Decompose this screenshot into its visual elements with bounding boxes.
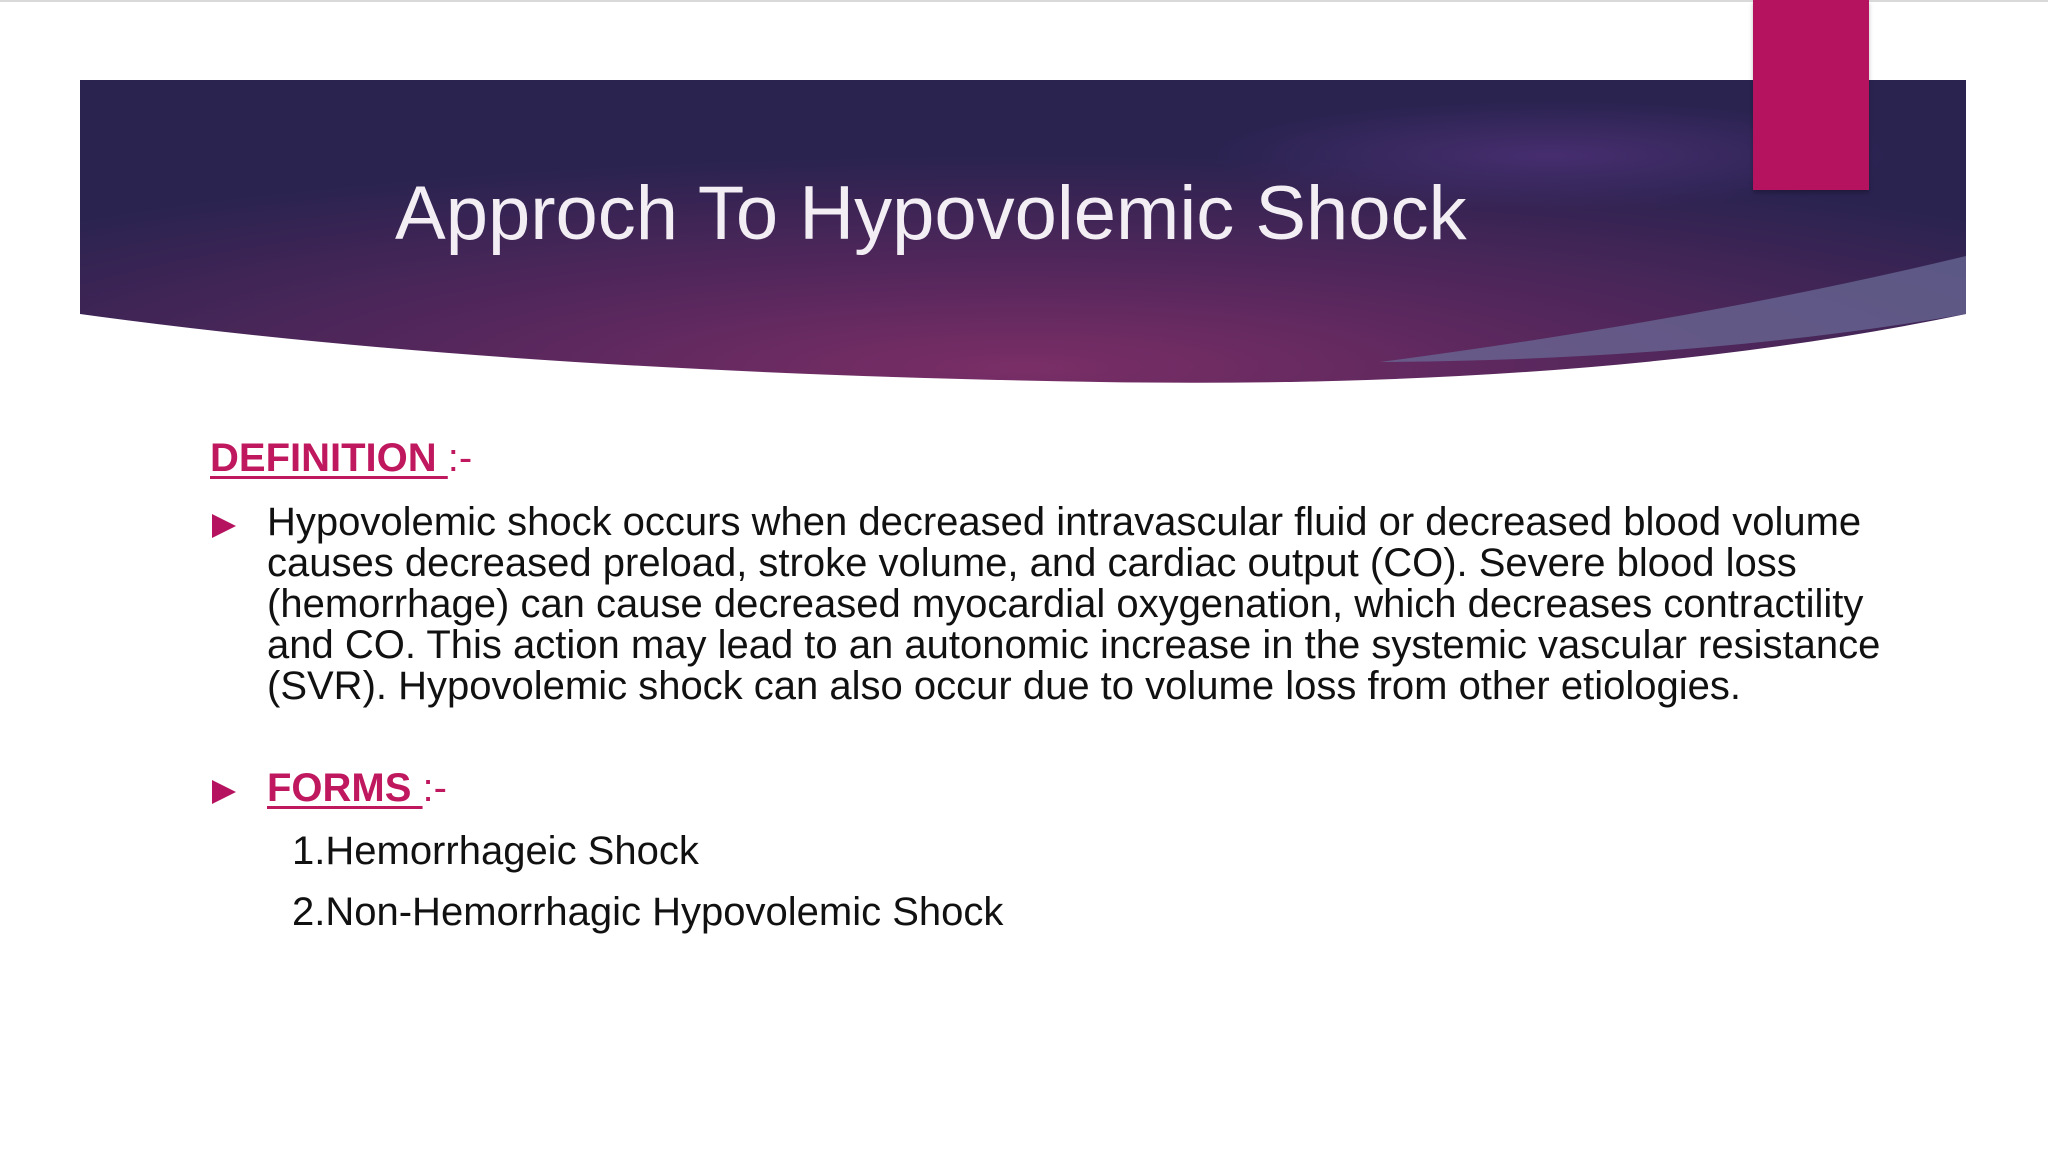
forms-heading-separator: :- xyxy=(422,766,447,810)
definition-heading-separator: :- xyxy=(447,436,473,480)
forms-heading-label: FORMS xyxy=(267,766,423,810)
list-item: 1.Hemorrhageic Shock xyxy=(292,829,699,873)
definition-paragraph: Hypovolemic shock occurs when decreased intravascular fluid or decreased blood volume causes decreased preload, stroke volume, and cardiac output (CO). Severe blood loss (hemorrhage) can cause decreased myocardial oxygenation, which decreases contractility and CO. This action may lead to an autonomic increase in the systemic vascular resistance (SVR). Hypovolemic shock can also occur due to volume loss from other etiologies. xyxy=(267,500,1881,708)
list-item: 2.Non-Hemorrhagic Hypovolemic Shock xyxy=(292,890,1004,934)
definition-heading xyxy=(210,436,472,481)
forms-heading xyxy=(267,766,447,811)
definition-heading-label: DEFINITION xyxy=(210,436,448,480)
slide-title: Approch To Hypovolemic Shock xyxy=(395,171,1467,256)
bullet-arrow-icon xyxy=(212,780,236,804)
bullet-arrow-icon xyxy=(212,514,236,538)
